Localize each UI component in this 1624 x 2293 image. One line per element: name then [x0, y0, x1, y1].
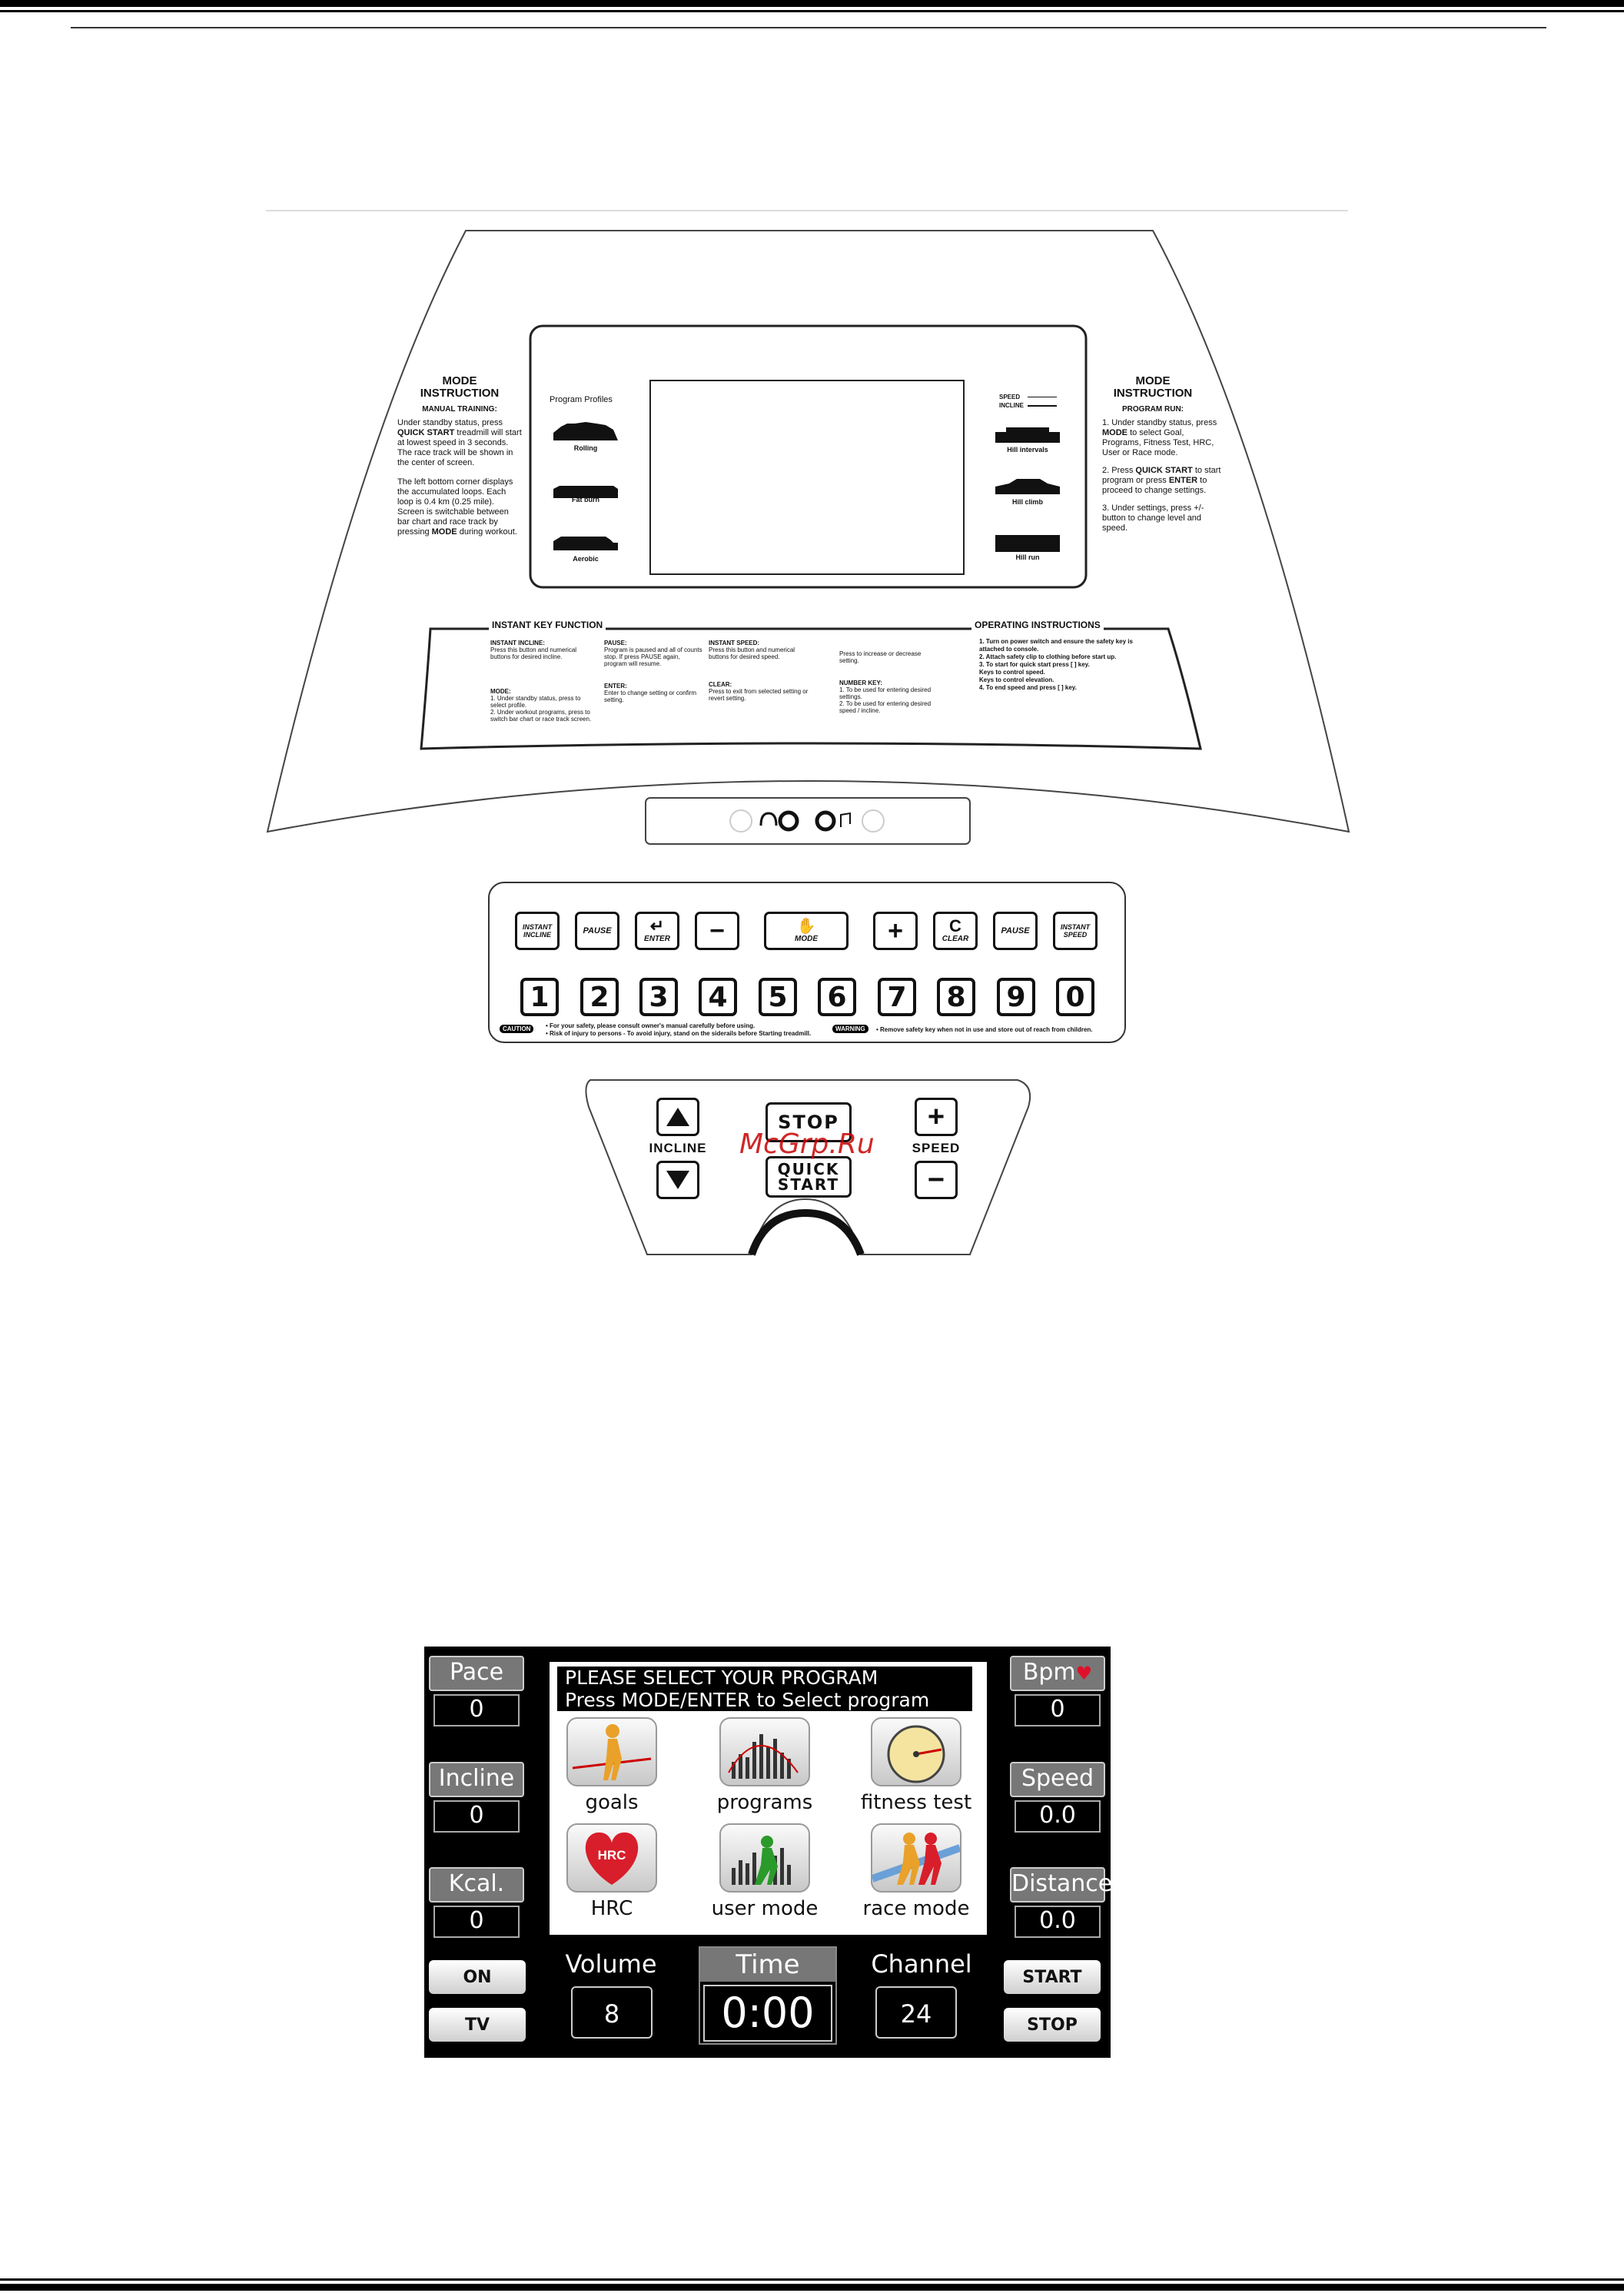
incline-label: INCLINE — [649, 1141, 707, 1155]
number-key-1[interactable]: 1 — [520, 978, 559, 1016]
op-step: 2. Attach safety clip to clothing before start up. — [979, 653, 1117, 660]
enter-arrow-icon: ↵ — [649, 916, 665, 935]
gauge-icon — [872, 1719, 960, 1785]
profile-label: Fat burn — [572, 496, 599, 503]
plus-button[interactable]: + — [873, 912, 918, 950]
number-key-9[interactable]: 9 — [997, 978, 1035, 1016]
channel-label: Channel — [871, 1949, 972, 1979]
program-menu — [550, 1662, 987, 1935]
op-step: 3. To start for quick start press [ ] key. — [979, 661, 1090, 668]
channel-value[interactable]: 24 — [875, 1986, 957, 2039]
profile-label: Aerobic — [573, 555, 599, 563]
legend-incline: INCLINE — [999, 402, 1024, 409]
number-key-5[interactable]: 5 — [759, 978, 797, 1016]
incline-display-label: Incline — [429, 1762, 524, 1797]
legend-speed: SPEED — [999, 394, 1021, 400]
incline-box — [429, 1762, 524, 1833]
speed-down-button[interactable]: − — [915, 1161, 958, 1199]
caution-line: • For your safety, please consult owner's manual carefully before using. — [546, 1022, 756, 1029]
ik-speed: INSTANT SPEED: Press this button and numerical buttons for desired speed. — [709, 640, 795, 660]
number-key-4[interactable]: 4 — [699, 978, 737, 1016]
start-button[interactable]: START — [1004, 1960, 1101, 1994]
time-value: 0:00 — [703, 1985, 832, 2042]
speed-display-label: Speed — [1010, 1762, 1105, 1797]
number-key-3[interactable]: 3 — [639, 978, 678, 1016]
fitness-test-label: fitness test — [860, 1791, 972, 1814]
race-mode-label: race mode — [862, 1897, 970, 1920]
profile-label: Hill intervals — [1007, 446, 1048, 454]
menu-header-line-2: Press MODE/ENTER to Select program — [565, 1689, 930, 1711]
distance-label: Distance — [1010, 1867, 1105, 1903]
user-mode-label: user mode — [711, 1897, 819, 1920]
kcal-label: Kcal. — [429, 1867, 524, 1903]
minus-button[interactable]: − — [695, 912, 739, 950]
caution-tag: CAUTION — [500, 1025, 533, 1033]
instant-incline-button[interactable]: INSTANT INCLINE — [515, 912, 560, 950]
left-mode-text: Under standby status, press QUICK START treadmill will start at lowest speed in 3 seconds. The race track will be shown in the center of screen. The left bottom corner displays the accumulated loops. Each loop is 0.4 km (0.25 mile). Screen is switchable between bar chart and race track by pressing MODE during workout. — [397, 418, 522, 537]
triangle-up-icon — [665, 1106, 691, 1128]
speed-label: SPEED — [912, 1141, 961, 1155]
incline-value: 0 — [433, 1800, 520, 1833]
distance-box — [1010, 1867, 1113, 1938]
time-box — [699, 1946, 837, 2045]
right-mode-subtitle: PROGRAM RUN: — [1122, 405, 1184, 414]
user-mode-icon — [721, 1825, 809, 1891]
programs-label: programs — [716, 1791, 813, 1814]
time-label: Time — [700, 1948, 835, 1982]
race-icon — [872, 1825, 960, 1891]
enter-button[interactable]: ↵ ENTER — [635, 912, 679, 950]
triangle-down-icon — [665, 1169, 691, 1191]
menu-header-line-1: PLEASE SELECT YOUR PROGRAM — [565, 1667, 878, 1689]
stop-button[interactable]: STOP — [766, 1102, 852, 1142]
warning-line: • Remove safety key when not in use and store out of reach from children. — [876, 1026, 1093, 1033]
incline-up-button[interactable] — [656, 1098, 699, 1136]
caution-line: • Risk of injury to persons - To avoid injury, stand on the siderails before Starting treadmill. — [546, 1030, 812, 1037]
goals-label: goals — [585, 1791, 639, 1814]
kcal-value: 0 — [433, 1906, 520, 1938]
runner-icon — [568, 1719, 656, 1785]
volume-label: Volume — [565, 1949, 657, 1979]
incline-down-button[interactable] — [656, 1161, 699, 1199]
op-step: 4. To end speed and press [ ] key. — [979, 684, 1077, 691]
speed-up-button[interactable]: + — [915, 1098, 958, 1136]
quick-start-button[interactable]: QUICK START — [766, 1156, 852, 1198]
hand-icon: ✋ — [796, 918, 816, 935]
bottom-thick-rule — [0, 2284, 1624, 2291]
profile-label: Rolling — [573, 444, 598, 452]
lcd-screen — [424, 1647, 1111, 2058]
pause-button[interactable]: PAUSE — [575, 912, 619, 950]
pace-label: Pace — [429, 1656, 524, 1691]
user-mode-tile[interactable] — [719, 1823, 810, 1893]
ik-mode: MODE: 1. Under standby status, press to select profile. 2. Under workout programs, press to switch bar chart or race track screen. — [490, 688, 592, 723]
heart-icon: ♥ — [1075, 1663, 1093, 1684]
menu-header — [557, 1667, 972, 1711]
number-key-2[interactable]: 2 — [580, 978, 619, 1016]
pace-box — [429, 1656, 524, 1726]
ik-incline: INSTANT INCLINE: Press this button and numerical buttons for desired incline. — [490, 640, 577, 660]
ik-enter: ENTER: Enter to change setting or confirm setting. — [604, 683, 697, 703]
bpm-box — [1010, 1656, 1105, 1726]
volume-value[interactable]: 8 — [571, 1986, 653, 2039]
op-step: Keys to control elevation. — [979, 676, 1054, 683]
ik-plus-minus: Press to increase or decrease setting. — [839, 650, 922, 664]
on-button[interactable]: ON — [429, 1960, 526, 1994]
stop-button-lcd[interactable]: STOP — [1004, 2008, 1101, 2042]
operating-instructions — [979, 638, 1148, 692]
kcal-box — [429, 1867, 524, 1938]
ik-clear: CLEAR: Press to exit from selected setting or revert setting. — [709, 681, 809, 702]
ik-number: NUMBER KEY: 1. To be used for entering desired settings. 2. To be used for entering desired speed / incline. — [839, 680, 932, 714]
profile-label: Hill climb — [1011, 498, 1043, 506]
right-mode-title: MODE INSTRUCTION — [1113, 374, 1193, 400]
pace-value: 0 — [433, 1694, 520, 1726]
watermark: McGrp.Ru — [739, 1128, 875, 1160]
goals-tile[interactable] — [566, 1717, 657, 1786]
number-key-6[interactable]: 6 — [818, 978, 856, 1016]
op-step: Keys to control speed. — [979, 669, 1045, 676]
speed-value: 0.0 — [1015, 1800, 1101, 1833]
distance-value: 0.0 — [1015, 1906, 1101, 1938]
speed-box — [1010, 1762, 1105, 1833]
programs-tile[interactable] — [719, 1717, 810, 1786]
left-mode-subtitle: MANUAL TRAINING: — [422, 405, 497, 414]
clear-button[interactable]: C CLEAR — [933, 912, 978, 950]
bpm-label: Bpm♥ — [1010, 1656, 1105, 1691]
fitness-test-tile[interactable] — [871, 1717, 961, 1786]
pause-button-right[interactable]: PAUSE — [993, 912, 1038, 950]
number-key-0[interactable]: 0 — [1056, 978, 1094, 1016]
legend-incline-line — [1028, 405, 1057, 407]
profile-label: Hill run — [1015, 553, 1040, 561]
right-mode-text: 1. Under standby status, press MODE to select Goal, Programs, Fitness Test, HRC, User or Race mode. 2. Press QUICK START to start program or press ENTER to proceed to change settings. 3. Under settings, press +/- button to change level and speed. — [1102, 418, 1221, 533]
profile-aerobic-icon — [552, 529, 619, 558]
hrc-label: HRC — [590, 1897, 633, 1920]
instant-speed-button[interactable]: INSTANT SPEED — [1053, 912, 1098, 950]
ik-pause: PAUSE: Program is paused and all of counts stop. If press PAUSE again, program will resume. — [604, 640, 702, 667]
number-key-8[interactable]: 8 — [937, 978, 975, 1016]
instant-key-title: INSTANT KEY FUNCTION — [489, 620, 606, 630]
hrc-tile[interactable] — [566, 1823, 657, 1893]
tv-button[interactable]: TV — [429, 2008, 526, 2042]
bar-chart-icon — [721, 1719, 809, 1785]
mode-button[interactable]: ✋ MODE — [764, 912, 849, 950]
race-mode-tile[interactable] — [871, 1823, 961, 1893]
bottom-thin-rule — [0, 2278, 1624, 2281]
operating-title: OPERATING INSTRUCTIONS — [971, 620, 1104, 630]
hrc-badge: HRC — [597, 1848, 626, 1863]
warning-tag: WARNING — [832, 1025, 868, 1033]
op-step: 1. Turn on power switch and ensure the safety key is attached to console. — [979, 638, 1133, 653]
program-profiles-label: Program Profiles — [550, 395, 613, 404]
number-key-7[interactable]: 7 — [878, 978, 916, 1016]
bpm-value: 0 — [1015, 1694, 1101, 1726]
left-mode-title: MODE INSTRUCTION — [420, 374, 500, 400]
